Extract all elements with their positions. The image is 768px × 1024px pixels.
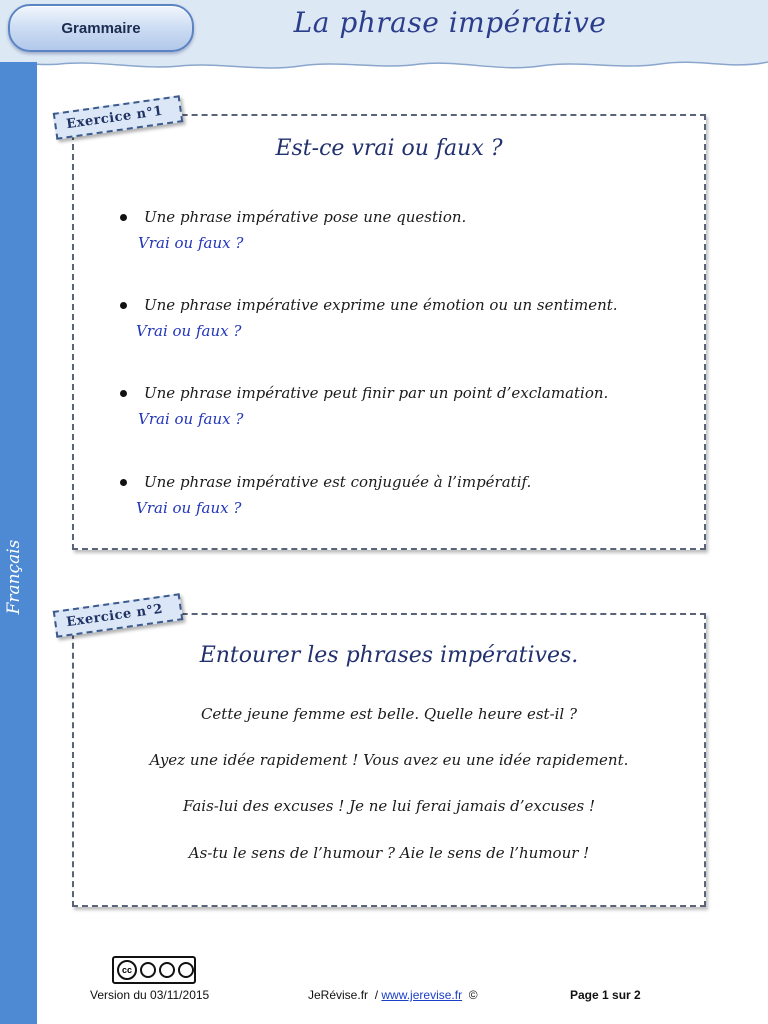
question-item	[120, 384, 680, 428]
category-badge: Grammaire	[8, 4, 194, 52]
exercise-2-title: Entourer les phrases impératives.	[199, 643, 579, 668]
page-number: Page 1 sur 2	[570, 988, 641, 1002]
bullet-icon	[120, 302, 127, 309]
exercise-1-box	[72, 114, 706, 550]
footer-site	[308, 988, 478, 1002]
question-statement: Une phrase impérative exprime une émotion ou un sentiment.	[144, 296, 618, 314]
sa-icon	[178, 962, 194, 978]
bullet-icon	[120, 479, 127, 486]
creative-commons-icon	[112, 956, 196, 984]
exercise-1-title: Est-ce vrai ou faux ?	[275, 136, 503, 161]
version-text: Version du 03/11/2015	[90, 988, 210, 1002]
nc-icon	[159, 962, 175, 978]
subject-sidebar	[0, 62, 37, 1024]
header-band	[0, 0, 768, 80]
true-false-prompt: Vrai ou faux ?	[138, 410, 244, 428]
question-item	[120, 296, 680, 340]
true-false-prompt: Vrai ou faux ?	[138, 234, 244, 252]
copyright-symbol: ©	[468, 988, 478, 1002]
sentence-line: Ayez une idée rapidement ! Vous avez eu une idée rapidement.	[149, 751, 629, 769]
sentence-line: As-tu le sens de l’humour ? Aie le sens de l’humour !	[188, 844, 590, 862]
by-icon	[140, 962, 156, 978]
question-item	[120, 473, 680, 517]
question-statement: Une phrase impérative pose une question.	[144, 208, 467, 226]
bullet-icon	[120, 214, 127, 221]
sentence-line: Cette jeune femme est belle. Quelle heure est-il ?	[200, 705, 578, 723]
question-statement: Une phrase impérative peut finir par un point d’exclamation.	[144, 384, 609, 402]
site-name: JeRévise.fr	[308, 988, 369, 1002]
true-false-prompt: Vrai ou faux ?	[136, 499, 242, 517]
exercise-2-tag: Exercice n°2	[53, 593, 184, 638]
exercise-1-tag: Exercice n°1	[53, 95, 184, 140]
question-statement: Une phrase impérative est conjuguée à l’impératif.	[144, 473, 532, 491]
separator: /	[374, 988, 379, 1002]
exercise-2-box	[72, 613, 706, 907]
bullet-icon	[120, 390, 127, 397]
subject-label: Français	[4, 539, 24, 615]
question-item	[120, 208, 680, 252]
page-title: La phrase impérative	[293, 6, 607, 39]
site-link[interactable]: www.jerevise.fr	[381, 988, 463, 1002]
cc-icon: cc	[117, 960, 137, 980]
sentence-line: Fais-lui des excuses ! Je ne lui ferai jamais d’excuses !	[182, 797, 596, 815]
true-false-prompt: Vrai ou faux ?	[136, 322, 242, 340]
